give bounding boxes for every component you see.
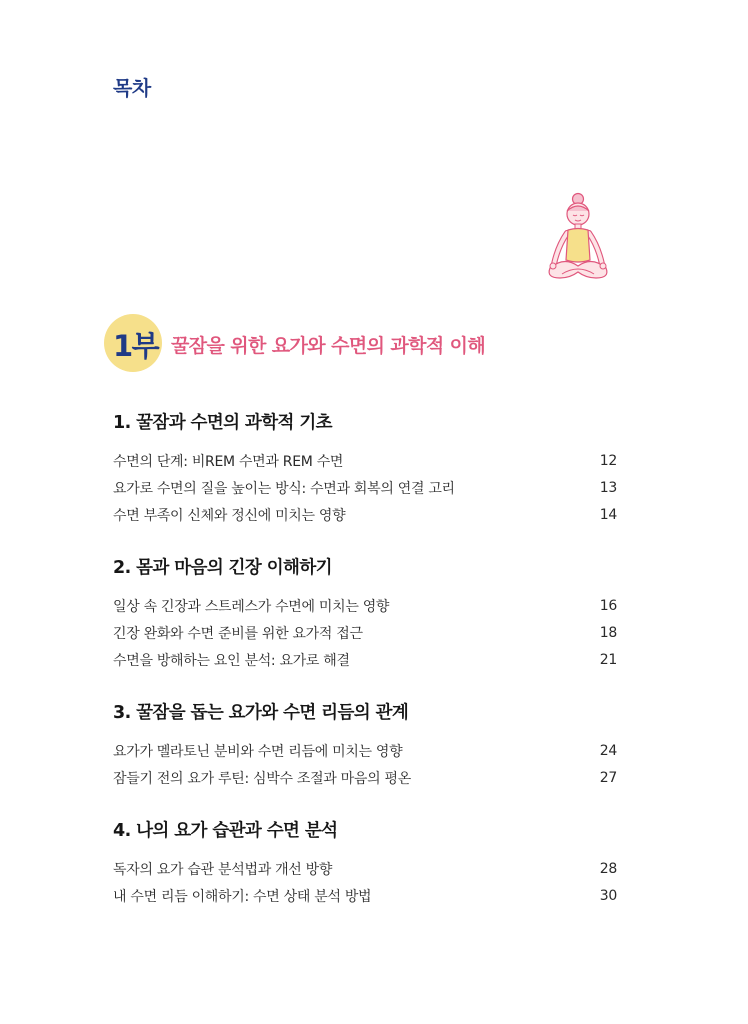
toc-entry[interactable] (113, 474, 617, 501)
entry-page: 21 (599, 651, 617, 668)
entry-page: 18 (599, 624, 617, 641)
toc-entry[interactable] (113, 592, 617, 619)
tank-top (566, 229, 590, 263)
entry-title: 요가로 수면의 질을 높이는 방식: 수면과 회복의 연결 고리 (113, 480, 455, 497)
entry-page: 12 (599, 452, 617, 469)
toc-section-3 (113, 702, 617, 791)
toc-entry[interactable] (113, 764, 617, 791)
entry-page: 13 (599, 479, 617, 496)
entry-page: 14 (599, 506, 617, 523)
toc-section-2 (113, 557, 617, 673)
entry-page: 28 (599, 860, 617, 877)
section-heading: 3. 꿀잠을 돕는 요가와 수면 리듬의 관계 (113, 703, 409, 723)
entry-page: 24 (599, 742, 617, 759)
section-heading: 1. 꿀잠과 수면의 과학적 기초 (113, 413, 332, 433)
entry-title: 요가가 멜라토닌 분비와 수면 리듬에 미치는 영향 (113, 743, 403, 760)
toc-section-4 (113, 820, 617, 909)
toc-entry[interactable] (113, 447, 617, 474)
toc-entry[interactable] (113, 882, 617, 909)
entry-title: 일상 속 긴장과 스트레스가 수면에 미치는 영향 (113, 598, 390, 615)
entry-title: 독자의 요가 습관 분석법과 개선 방향 (113, 861, 333, 878)
toc-entry[interactable] (113, 855, 617, 882)
entry-title: 잠들기 전의 요가 루틴: 심박수 조절과 마음의 평온 (113, 770, 411, 787)
entry-title: 긴장 완화와 수면 준비를 위한 요가적 접근 (113, 625, 363, 642)
toc-section-1 (113, 412, 617, 528)
entry-title: 수면의 단계: 비REM 수면과 REM 수면 (113, 453, 344, 470)
entry-title: 수면 부족이 신체와 정신에 미치는 영향 (113, 507, 346, 524)
section-heading: 4. 나의 요가 습관과 수면 분석 (113, 821, 338, 841)
entry-page: 27 (599, 769, 617, 786)
entry-title: 수면을 방해하는 요인 분석: 요가로 해결 (113, 652, 350, 669)
entry-title: 내 수면 리듬 이해하기: 수면 상태 분석 방법 (113, 888, 372, 905)
toc-entry[interactable] (113, 619, 617, 646)
toc-entry[interactable] (113, 737, 617, 764)
page-title: 목차 (113, 76, 151, 100)
section-heading: 2. 몸과 마음의 긴장 이해하기 (113, 558, 332, 578)
entry-page: 16 (599, 597, 617, 614)
entry-page: 30 (599, 887, 617, 904)
toc-entry[interactable] (113, 646, 617, 673)
toc-entry[interactable] (113, 501, 617, 528)
crossed-legs (549, 261, 607, 278)
part-number: 1부 (113, 329, 159, 363)
part-title: 꿀잠을 위한 요가와 수면의 과학적 이해 (171, 335, 486, 357)
meditating-person-illustration (540, 190, 616, 290)
